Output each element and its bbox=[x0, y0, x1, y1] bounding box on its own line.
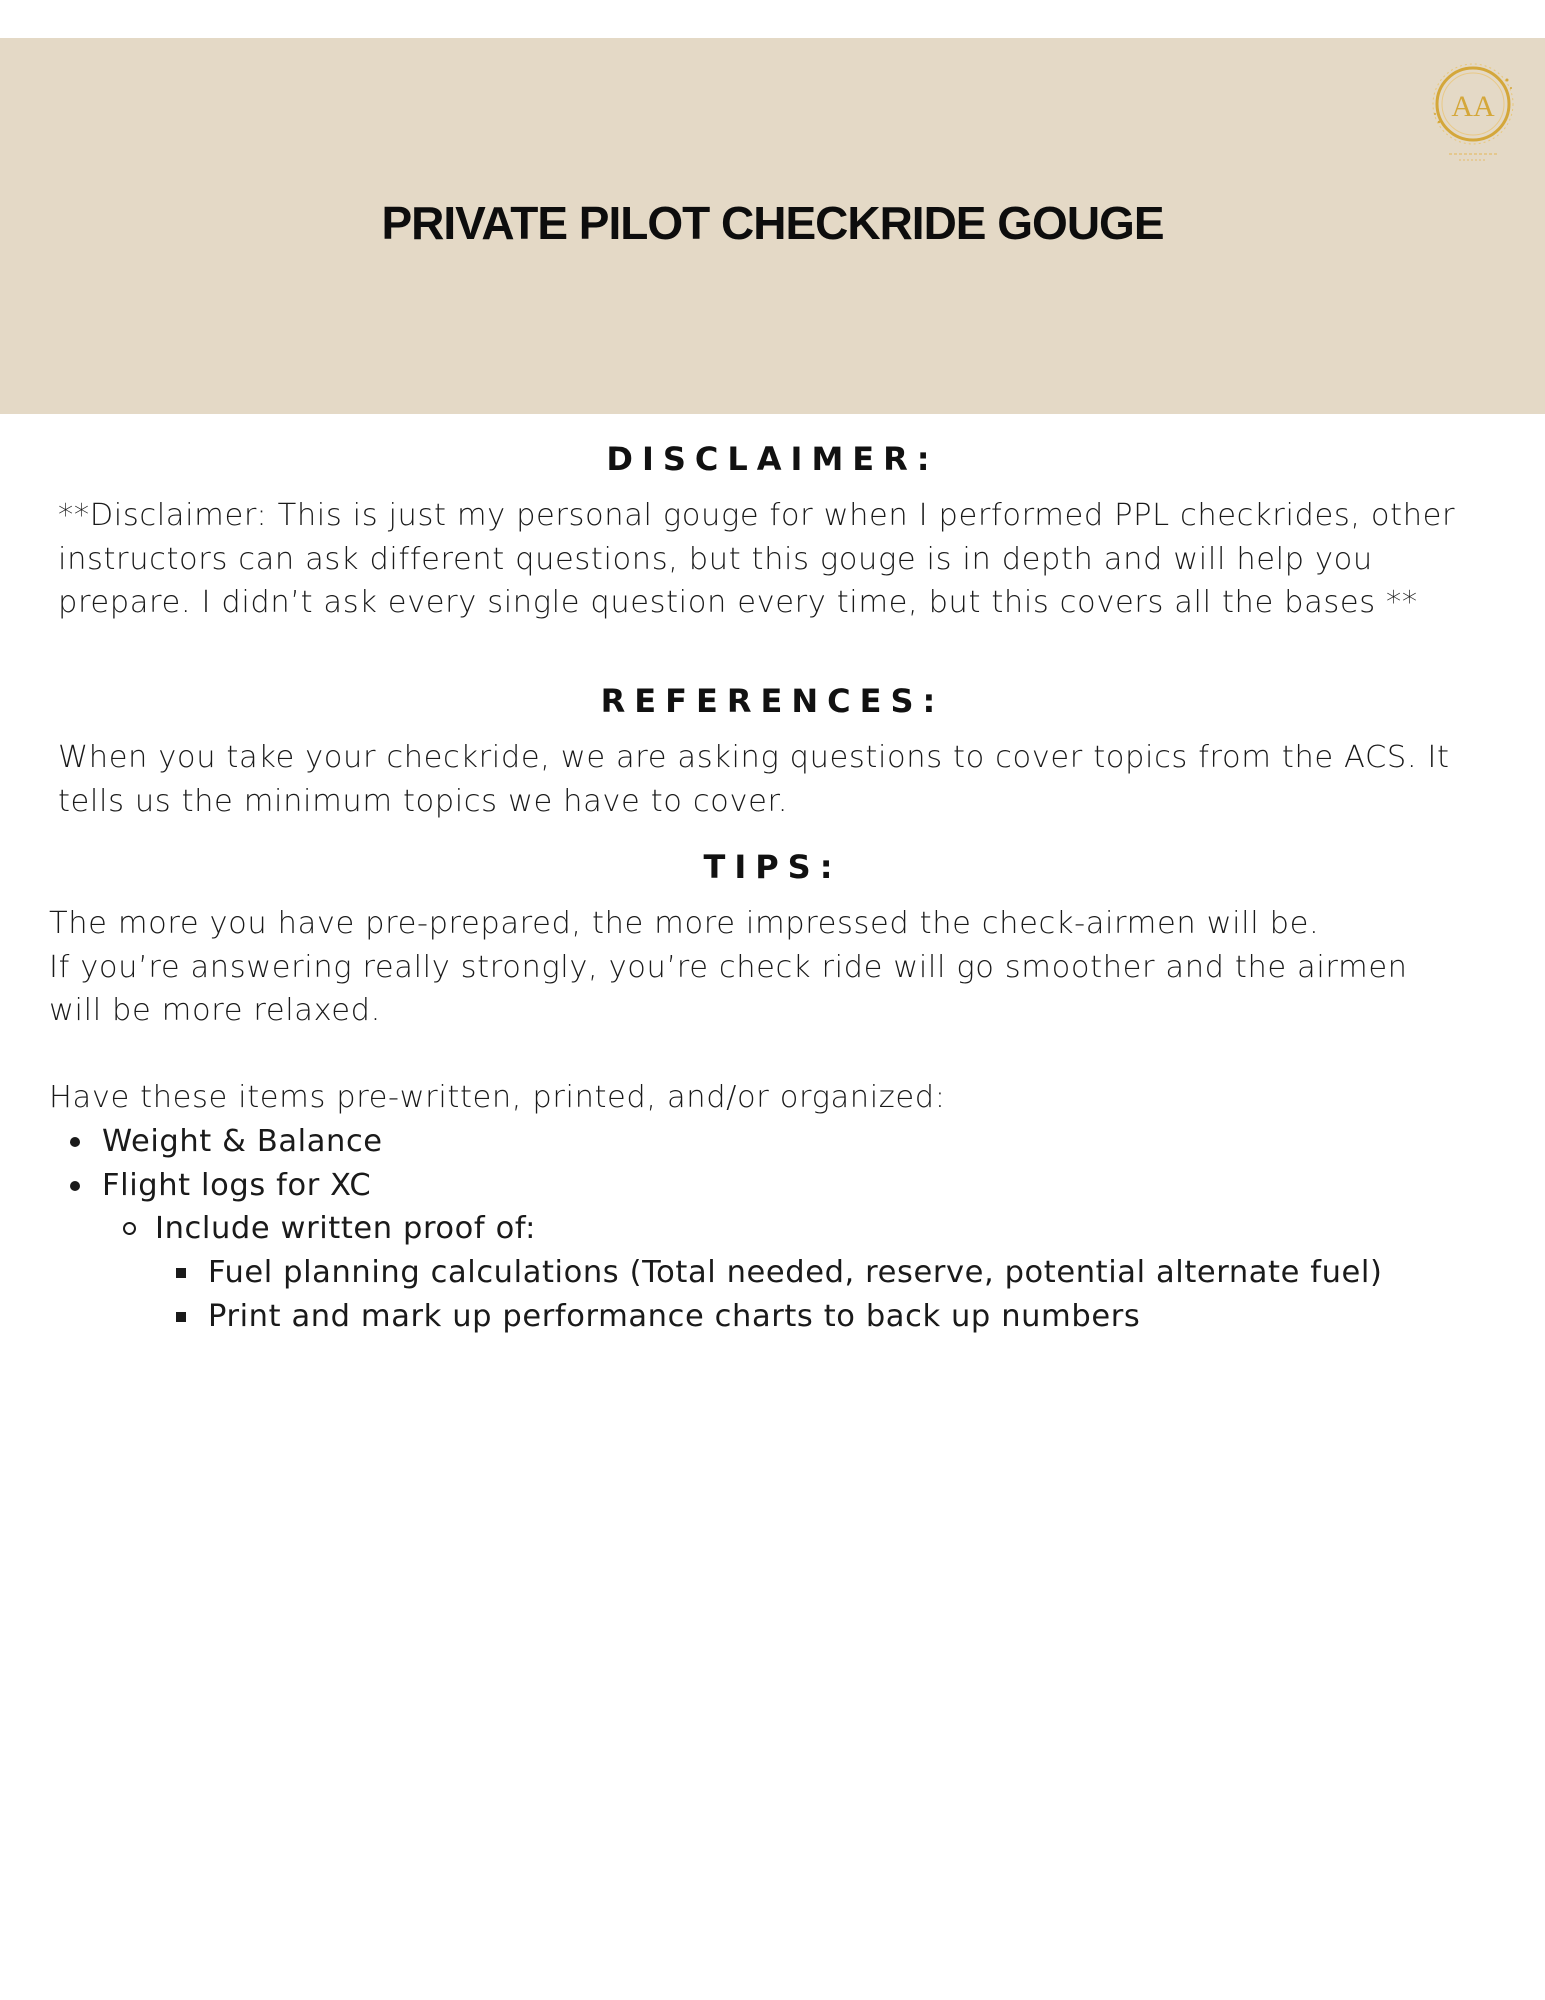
tips-item-list bbox=[102, 1120, 383, 1207]
tips-subsubitem-list bbox=[208, 1251, 1383, 1338]
references-text bbox=[58, 736, 1450, 823]
list-item: Print and mark up performance charts to back up numbers bbox=[208, 1295, 1383, 1339]
list-item: Fuel planning calculations (Total needed, reserve, potential alternate fuel) bbox=[208, 1251, 1383, 1295]
list-item: Include written proof of: bbox=[155, 1207, 536, 1251]
tips-line: The more you have pre-prepared, the more impressed the check-airmen will be. bbox=[49, 906, 1320, 941]
tips-heading: TIPS: bbox=[703, 848, 842, 886]
references-line: When you take your checkride, we are asking questions to cover topics from the ACS. It bbox=[58, 740, 1450, 775]
page-title: PRIVATE PILOT CHECKRIDE GOUGE bbox=[381, 197, 1164, 249]
disclaimer-line: prepare. I didn’t ask every single question every time, but this covers all the bases ** bbox=[58, 585, 1418, 620]
tips-line: will be more relaxed. bbox=[49, 993, 381, 1028]
disclaimer-text bbox=[58, 494, 1455, 625]
disclaimer-line: instructors can ask different questions, but this gouge is in depth and will help you bbox=[58, 541, 1373, 577]
tips-subitem-list bbox=[155, 1207, 536, 1251]
disclaimer-heading: DISCLAIMER: bbox=[606, 440, 939, 478]
logo-initials: AA bbox=[1451, 90, 1495, 123]
references-heading: REFERENCES: bbox=[600, 682, 945, 720]
tips-line: If you’re answering really strongly, you’re check ride will go smoother and the airmen bbox=[49, 949, 1408, 985]
references-line: tells us the minimum topics we have to cover. bbox=[58, 783, 789, 819]
disclaimer-line: **Disclaimer: This is just my personal gouge for when I performed PPL checkrides, other bbox=[58, 498, 1456, 533]
list-item: Weight & Balance bbox=[102, 1120, 383, 1164]
tips-items-intro: Have these items pre-written, printed, and/or organized: bbox=[49, 1080, 946, 1115]
monogram-seal-icon bbox=[1425, 58, 1521, 168]
list-item: Flight logs for XC bbox=[102, 1164, 383, 1208]
tips-text bbox=[49, 902, 1408, 1033]
